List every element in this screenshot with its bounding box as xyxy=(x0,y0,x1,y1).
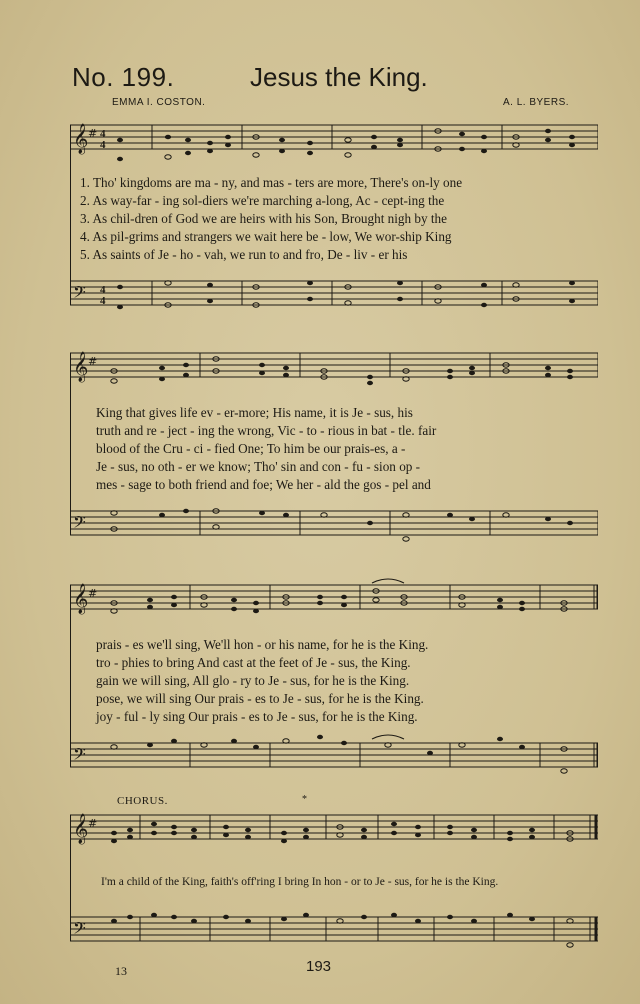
verse-line: 3. As chil-dren of God we are heirs with his Son, Brought nigh by the xyxy=(80,211,448,227)
chorus-label: CHORUS. xyxy=(117,795,168,807)
page-number: 193 xyxy=(306,958,332,975)
hymn-title: Jesus the King. xyxy=(250,62,428,92)
composer-credit: A. L. BYERS. xyxy=(503,97,570,108)
verse-line: mes - sage to both friend and foe; We her - ald the gos - pel and xyxy=(96,477,431,493)
svg-text:𝄢: 𝄢 xyxy=(73,282,86,306)
svg-text:𝄞: 𝄞 xyxy=(73,124,89,154)
svg-text:4: 4 xyxy=(100,284,106,296)
verse-line: tro - phies to bring And cast at the feet of Je - sus, the King. xyxy=(96,655,411,671)
asterisk-mark: * xyxy=(302,794,307,805)
lyricist-credit: EMMA I. COSTON. xyxy=(112,97,206,108)
svg-text:𝄢: 𝄢 xyxy=(73,512,86,536)
verse-line: Je - sus, no oth - er we know; Tho' sin and con - fu - sion op - xyxy=(96,459,421,475)
verse-line: joy - ful - ly sing Our prais - es to Je - sus, for he is the King. xyxy=(96,709,418,725)
verse-line: blood of the Cru - ci - fied One; To him be our prais-es, a - xyxy=(96,441,406,457)
verse-line: King that gives life ev - er-more; His name, it is Je - sus, his xyxy=(96,405,413,420)
signature-mark: 13 xyxy=(115,964,127,978)
verse-line: 4. As pil-grims and strangers we wait here be - low, We wor-ship King xyxy=(80,229,452,245)
verse-line: 5. As saints of Je - ho - vah, we run to and fro, De - liv - er his xyxy=(80,247,408,263)
verse-block-2 xyxy=(96,404,436,494)
svg-text:𝄞: 𝄞 xyxy=(73,814,89,844)
verse-line: truth and re - ject - ing the wrong, Vic - to - rious in bat - tle. fair xyxy=(96,423,437,439)
svg-text:#: # xyxy=(88,587,98,600)
svg-text:𝄢: 𝄢 xyxy=(73,744,86,768)
verse-line: 2. As way-far - ing sol-diers we're marching a-long, Ac - cept-ing the xyxy=(80,193,445,209)
verse-block-1 xyxy=(80,174,462,264)
svg-text:4: 4 xyxy=(100,295,106,307)
verse-line: prais - es we'll sing, We'll hon - or his name, for he is the King. xyxy=(96,637,429,652)
svg-text:𝄞: 𝄞 xyxy=(73,352,89,382)
hymn-number: No. 199. xyxy=(72,62,175,92)
svg-text:#: # xyxy=(88,817,98,830)
svg-text:#: # xyxy=(88,355,98,368)
svg-text:#: # xyxy=(88,127,98,140)
verse-line: gain we will sing, All glo - ry to Je - sus, for he is the King. xyxy=(96,673,410,689)
svg-text:4: 4 xyxy=(100,128,106,140)
svg-text:𝄢: 𝄢 xyxy=(73,918,86,942)
svg-text:4: 4 xyxy=(100,139,106,151)
svg-text:𝄞: 𝄞 xyxy=(73,584,89,614)
verse-block-3 xyxy=(96,636,428,726)
chorus-lyrics: I'm a child of the King, faith's off'ring I bring In hon - or to Je - sus, for he is the King. xyxy=(101,876,499,888)
verse-line: pose, we will sing Our prais - es to Je - sus, for he is the King. xyxy=(96,691,424,707)
verse-line: 1. Tho' kingdoms are ma - ny, and mas - ters are more, There's on-ly one xyxy=(80,175,463,190)
